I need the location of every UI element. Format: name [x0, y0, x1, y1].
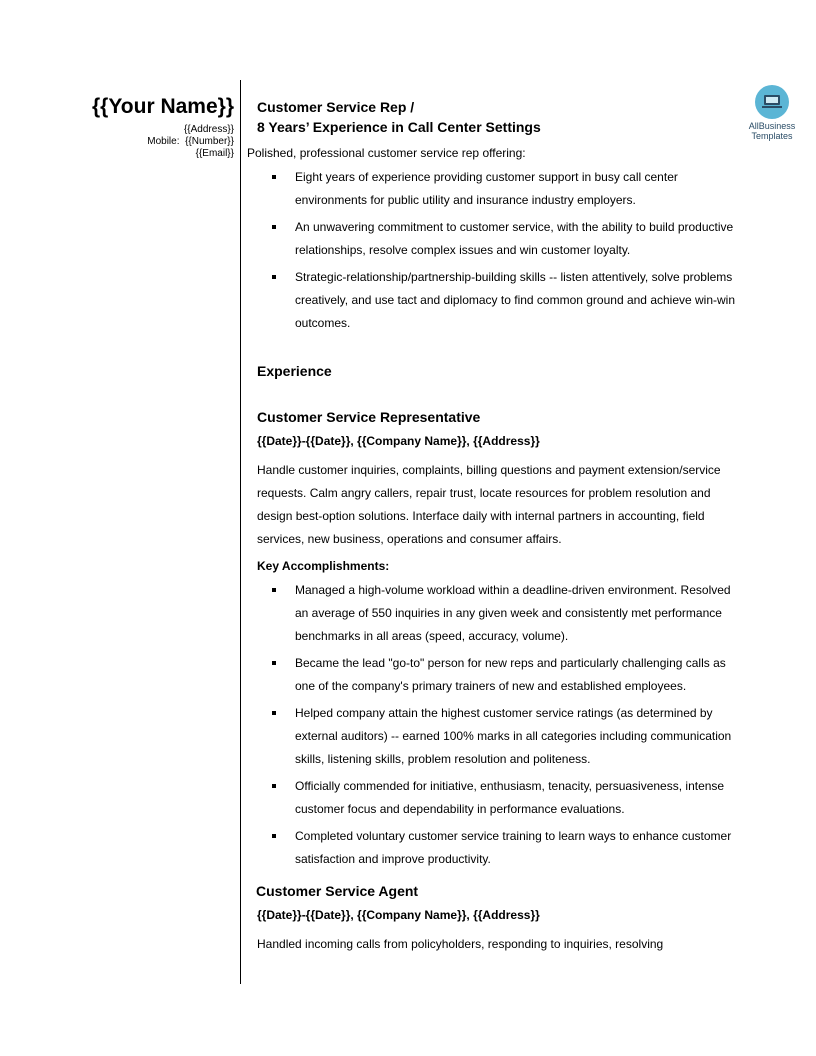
job-title: Customer Service Agent: [256, 883, 419, 899]
job-title: Customer Service Representative: [257, 409, 481, 425]
address-line: {{Address}}: [183, 124, 234, 135]
list-item: Helped company attain the highest customer service ratings (as determined by external auditors) -- earned 100% marks in all categories including communication skills, listening skills, problem resolution and politeness.: [257, 702, 747, 771]
mobile-value: {{Number}}: [185, 136, 234, 147]
list-item: Officially commended for initiative, enthusiasm, tenacity, persuasiveness, intense customer focus and dependability in performance evaluations.: [257, 775, 747, 821]
bullet-icon: [272, 784, 276, 788]
accomplishments-label: Key Accomplishments:: [257, 559, 390, 573]
logo-text-line1: AllBusiness: [748, 121, 796, 131]
list-item: An unwavering commitment to customer service, with the ability to build productive relationships, resolve complex issues and win customer loyalty.: [257, 216, 747, 262]
list-item: Eight years of experience providing customer support in busy call center environments for public utility and insurance industry employers.: [257, 166, 747, 212]
mobile-line: [40, 136, 234, 148]
job-description: Handle customer inquiries, complaints, billing questions and payment extension/service requests. Calm angry callers, repair trust, locate resources for problem resolution and design best-option solutions. Interface daily with internal partners in accounting, field services, new business, operations and consumer affairs.: [257, 463, 721, 546]
contact-block: [40, 95, 234, 160]
summary-intro: Polished, professional customer service rep offering:: [247, 146, 526, 160]
resume-body: [247, 97, 747, 956]
list-item: Completed voluntary customer service training to learn ways to enhance customer satisfaction and improve productivity.: [257, 825, 747, 871]
bullet-icon: [272, 661, 276, 665]
bullet-icon: [272, 834, 276, 838]
accomplishments-list: [257, 579, 747, 871]
bullet-icon: [272, 711, 276, 715]
allbusiness-logo: [742, 85, 802, 141]
bullet-icon: [272, 225, 276, 229]
applicant-name: {{Your Name}}: [92, 95, 234, 118]
mobile-label: Mobile:: [147, 136, 180, 147]
summary-bullets: [257, 166, 747, 335]
column-divider: [240, 80, 241, 984]
bullet-icon: [272, 588, 276, 592]
bullet-icon: [272, 275, 276, 279]
headline-line2: 8 Years’ Experience in Call Center Settings: [257, 119, 541, 135]
bullet-icon: [272, 175, 276, 179]
job-description: Handled incoming calls from policyholders, responding to inquiries, resolving: [257, 937, 664, 951]
email-line: {{Email}}: [195, 148, 234, 159]
headline-line1: Customer Service Rep /: [257, 99, 415, 115]
logo-text-line2: Templates: [751, 131, 793, 141]
list-item: Managed a high-volume workload within a deadline-driven environment. Resolved an average of 550 inquiries in any given week and consistently met performance benchmarks in all areas (speed, accuracy, volume).: [257, 579, 747, 648]
experience-heading: Experience: [257, 363, 332, 379]
job-meta: {{Date}}-{{Date}}, {{Company Name}}, {{Address}}: [257, 908, 540, 922]
list-item: Became the lead "go-to" person for new reps and particularly challenging calls as one of the company's primary trainers of new and established employees.: [257, 652, 747, 698]
laptop-icon: [755, 85, 789, 119]
list-item: Strategic-relationship/partnership-building skills -- listen attentively, solve problems creatively, and use tact and diplomacy to find common ground and achieve win-win outcomes.: [257, 266, 747, 335]
job-meta: {{Date}}-{{Date}}, {{Company Name}}, {{Address}}: [257, 434, 540, 448]
